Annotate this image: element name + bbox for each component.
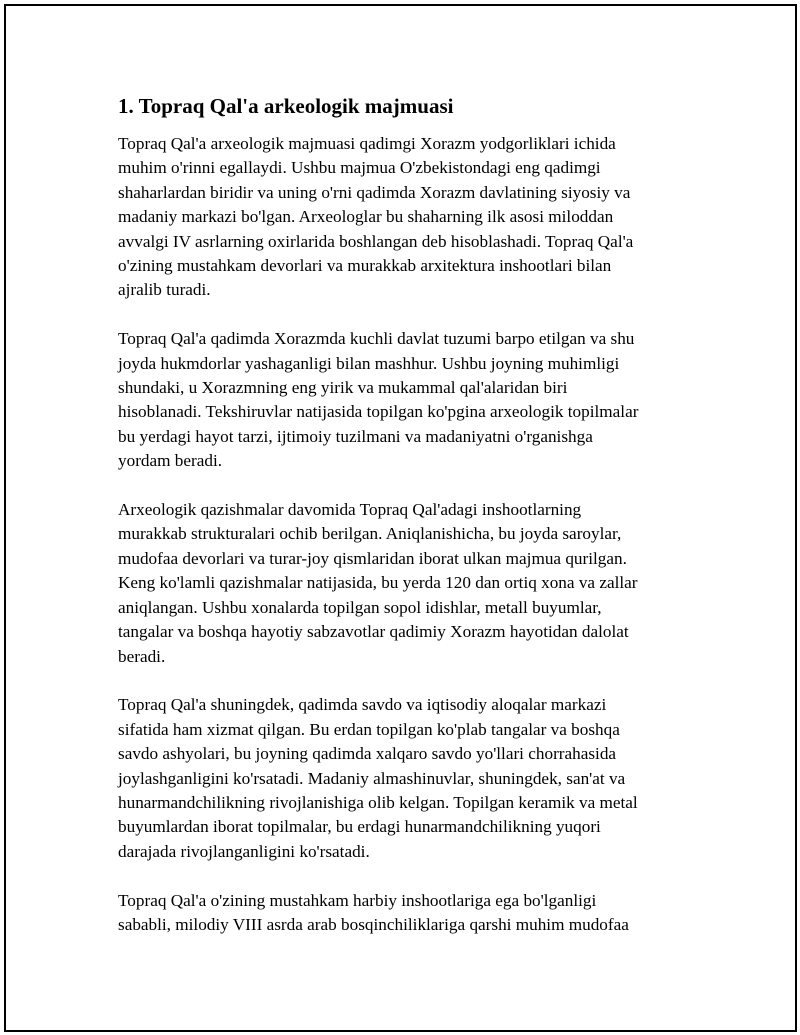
text-line: avvalgi IV asrlarning oxirlarida boshlangan deb hisoblashadi. Topraq Qal'a [118,231,634,251]
document-body [118,92,688,962]
text-line: Topraq Qal'a qadimda Xorazmda kuchli davlat tuzumi barpo etilgan va shu [118,329,635,349]
text-line: muhim o'rinni egallaydi. Ushbu majmua O'zbekistondagi eng qadimgi [118,158,601,178]
text-line: hisoblanadi. Tekshiruvlar natijasida topilgan ko'pgina arxeologik topilmalar [118,402,639,422]
text-line: ajralib turadi. [118,280,211,300]
text-line: murakkab strukturalari ochib berilgan. Aniqlanishicha, bu joyda saroylar, [118,524,622,544]
text-line: mudofaa devorlari va turar-joy qismlaridan iborat ulkan majmua qurilgan. [118,548,627,568]
text-line: sababli, milodiy VIII asrda arab bosqinchiliklariga qarshi muhim mudofaa [118,914,629,934]
paragraph-1 [118,132,688,303]
text-line: bu yerdagi hayot tarzi, ijtimoiy tuzilmani va madaniyatni o'rganishga [118,426,593,446]
text-line: Topraq Qal'a shuningdek, qadimda savdo va iqtisodiy aloqalar markazi [118,695,607,715]
text-line: sifatida ham xizmat qilgan. Bu erdan topilgan ko'plab tangalar va boshqa [118,719,620,739]
paragraph-4 [118,693,688,864]
text-line: savdo ashyolari, bu joyning qadimda xalqaro savdo yo'llari chorrahasida [118,744,617,764]
text-line: buyumlardan iborat topilmalar, bu erdagi hunarmandchilikning yuqori [118,817,601,837]
text-line: beradi. [118,646,166,666]
text-line: shundaki, u Xorazmning eng yirik va mukammal qal'alaridan biri [118,378,568,398]
section-heading: 1. Topraq Qal'a arkeologik majmuasi [118,94,454,118]
text-line: aniqlangan. Ushbu xonalarda topilgan sopol idishlar, metall buyumlar, [118,597,602,617]
text-line: Topraq Qal'a o'zining mustahkam harbiy inshootlariga ega bo'lganligi [118,890,597,910]
paragraph-5 [118,889,688,938]
text-line: shaharlardan biridir va uning o'rni qadimda Xorazm davlatining siyosiy va [118,182,631,202]
text-line: darajada rivojlanganligini ko'rsatadi. [118,841,370,861]
text-line: Keng ko'lamli qazishmalar natijasida, bu yerda 120 dan ortiq xona va zallar [118,573,638,593]
text-line: tangalar va boshqa hayotiy sabzavotlar qadimiy Xorazm hayotidan dalolat [118,622,629,642]
text-line: joyda hukmdorlar yashaganligi bilan mashhur. Ushbu joyning muhimligi [118,353,620,373]
text-line: yordam beradi. [118,451,223,471]
paragraph-2 [118,327,688,473]
text-line: Arxeologik qazishmalar davomida Topraq Qal'adagi inshootlarning [118,500,582,520]
text-line: o'zining mustahkam devorlari va murakkab arxitektura inshootlari bilan [118,256,612,276]
text-line: hunarmandchilikning rivojlanishiga olib kelgan. Topilgan keramik va metal [118,792,638,812]
text-line: joylashganligini ko'rsatadi. Madaniy almashinuvlar, shuningdek, san'at va [118,768,626,788]
text-line: Topraq Qal'a arxeologik majmuasi qadimgi Xorazm yodgorliklari ichida [118,134,616,153]
paragraph-3 [118,498,688,669]
text-line: madaniy markazi bo'lgan. Arxeologlar bu shaharning ilk asosi miloddan [118,207,614,227]
